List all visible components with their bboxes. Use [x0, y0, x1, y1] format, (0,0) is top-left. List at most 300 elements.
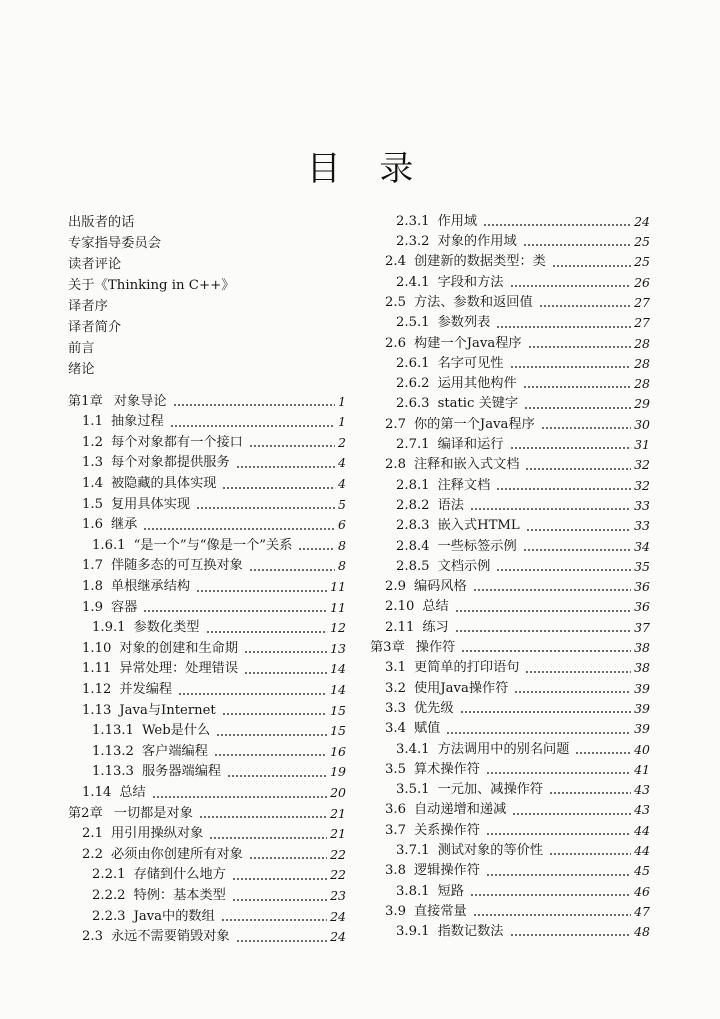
- toc-section-entry: [370, 800, 650, 820]
- toc-entry-number: 3.7.1: [396, 843, 430, 858]
- toc-chapter-entry: [370, 638, 650, 658]
- toc-section-entry: [68, 927, 346, 948]
- toc-page-number: 13: [330, 640, 346, 656]
- toc-entry-title: Java与Internet: [119, 702, 216, 718]
- toc-entry-title: 永远不需要销毁对象: [110, 929, 230, 945]
- toc-subsection-entry: [370, 516, 650, 536]
- toc-entry-title: 存储到什么地方: [133, 867, 226, 883]
- toc-dot-leader: [221, 907, 327, 928]
- toc-section-entry: [68, 453, 346, 474]
- toc-subsection-entry: [68, 865, 346, 886]
- toc-entry-number: 3.9.1: [396, 924, 430, 940]
- toc-dot-leader: [523, 537, 631, 557]
- toc-dot-leader: [222, 701, 327, 722]
- toc-dot-leader: [575, 740, 631, 760]
- toc-entry-title: 方法、参数和返回值: [413, 294, 533, 310]
- toc-entry-title: 作用域: [437, 213, 478, 229]
- toc-entry-number: 2.3.1: [396, 213, 430, 229]
- toc-page-number: 2: [338, 434, 346, 450]
- toc-entry-number: 1.14: [82, 784, 112, 800]
- toc-entry-title: 参数列表: [437, 315, 491, 331]
- toc-section-entry: [370, 455, 650, 475]
- toc-entry-number: 第2章: [68, 805, 103, 821]
- toc-page-number: 15: [330, 702, 346, 718]
- toc-entry-number: 2.2.3: [92, 908, 126, 924]
- toc-page-number: 43: [634, 802, 650, 818]
- toc-page-number: 4: [338, 476, 346, 492]
- toc-page-number: 33: [634, 518, 650, 534]
- toc-subsection-entry: [370, 476, 650, 496]
- toc-section-entry: [370, 334, 650, 354]
- toc-dot-leader: [216, 721, 327, 742]
- toc-entry-title: 更简单的打印语句: [413, 660, 520, 676]
- toc-dot-leader: [525, 658, 631, 678]
- toc-subsection-entry: [68, 536, 346, 557]
- toc-page-number: 11: [330, 579, 346, 595]
- toc-entry-number: 1.2: [82, 434, 103, 450]
- toc-page-number: 5: [338, 496, 346, 512]
- toc-entry-number: 1.6.1: [92, 537, 126, 553]
- toc-entry-number: 2.2.2: [92, 887, 126, 903]
- toc-subsection-entry: [68, 886, 346, 907]
- toc-dot-leader: [496, 476, 631, 496]
- front-matter-item: 译者简介: [68, 319, 122, 335]
- toc-page-number: 16: [330, 743, 346, 759]
- toc-section-entry: [68, 783, 346, 804]
- toc-dot-leader: [473, 577, 631, 597]
- toc-section-entry: [370, 577, 650, 597]
- toc-entry-number: 1.10: [82, 640, 112, 656]
- toc-entry-number: 1.13.1: [92, 723, 134, 739]
- toc-entry-title: 练习: [422, 619, 449, 635]
- toc-page-number: 27: [634, 294, 650, 310]
- toc-page-number: 22: [330, 846, 346, 862]
- toc-entry-title: static 关键字: [437, 396, 519, 412]
- toc-entry-number: 2.6: [385, 335, 406, 351]
- toc-page-number: 39: [634, 700, 650, 716]
- toc-entry-title: 一些标签示例: [437, 538, 517, 554]
- toc-section-entry: [68, 577, 346, 598]
- toc-dot-leader: [486, 821, 631, 841]
- toc-subsection-entry: [370, 394, 650, 414]
- toc-dot-leader: [524, 394, 631, 414]
- front-matter-item: 绪论: [68, 361, 95, 377]
- toc-entry-title: 对象导论: [113, 393, 167, 409]
- toc-dot-leader: [461, 638, 631, 658]
- toc-dot-leader: [510, 435, 632, 455]
- toc-chapter-entry: [68, 804, 346, 825]
- toc-entry-number: 1.13.3: [92, 764, 134, 780]
- toc-entry-title: 容器: [110, 599, 138, 615]
- toc-page-number: 14: [330, 682, 346, 697]
- toc-page-number: 4: [338, 455, 346, 471]
- toc-page-number: 43: [634, 782, 650, 798]
- toc-dot-leader: [244, 659, 327, 680]
- toc-entry-number: 2.7: [385, 416, 406, 432]
- toc-subsection-entry: [370, 232, 650, 252]
- toc-page-number: 32: [634, 477, 650, 493]
- toc-entry-title: 运用其他构件: [437, 376, 517, 392]
- front-matter-item: 前言: [68, 340, 95, 356]
- toc-subsection-entry: [370, 374, 650, 394]
- toc-entry-title: 对象的创建和生命期: [119, 640, 239, 656]
- toc-entry-number: 3.5.1: [396, 782, 430, 798]
- toc-dot-leader: [523, 232, 631, 252]
- toc-entry-number: 2.11: [385, 619, 415, 635]
- toc-entry-title: 创建新的数据类型：类: [413, 254, 546, 270]
- toc-page-number: 34: [634, 538, 650, 554]
- toc-dot-leader: [552, 252, 631, 272]
- toc-page-number: 31: [634, 437, 650, 453]
- toc-page-number: 39: [634, 721, 650, 737]
- toc-entry-number: 3.8: [385, 863, 406, 879]
- toc-subsection-entry: [370, 212, 650, 232]
- toc-dot-leader: [178, 680, 327, 701]
- toc-page-number: 28: [634, 355, 650, 371]
- toc-dot-leader: [227, 762, 327, 783]
- toc-dot-leader: [209, 824, 327, 845]
- toc-section-entry: [370, 861, 650, 881]
- toc-page-number: 36: [634, 579, 650, 595]
- toc-page-number: 12: [330, 620, 346, 636]
- toc-page-number: 25: [634, 254, 650, 270]
- toc-entry-title: 关系操作符: [413, 822, 480, 838]
- toc-subsection-entry: [370, 922, 650, 942]
- toc-entry-number: 1.6: [82, 517, 103, 533]
- toc-entry-title: 抽象过程: [110, 414, 164, 430]
- front-matter-item: 读者评论: [68, 256, 122, 272]
- toc-entry-number: 2.6.2: [396, 376, 430, 392]
- toc-dot-leader: [460, 699, 632, 719]
- front-matter-item: 译者序: [68, 298, 108, 314]
- toc-page-number: 40: [634, 741, 650, 757]
- toc-entry-number: 3.4.1: [396, 741, 430, 757]
- toc-entry-number: 2.6.1: [396, 355, 430, 371]
- toc-entry-number: 1.1: [82, 414, 103, 430]
- toc-dot-leader: [143, 515, 335, 536]
- toc-entry-title: 注释和嵌入式文档: [413, 457, 520, 473]
- front-matter-list: [68, 212, 346, 380]
- toc-dot-leader: [510, 354, 632, 374]
- page-title: 目 录: [306, 149, 428, 189]
- toc-entry-number: 3.8.1: [396, 883, 430, 899]
- toc-dot-leader: [214, 742, 327, 763]
- toc-subsection-entry: [370, 313, 650, 333]
- toc-dot-leader: [470, 496, 631, 516]
- toc-page-number: 39: [634, 680, 650, 696]
- toc-dot-leader: [525, 455, 631, 475]
- toc-subsection-entry: [370, 557, 650, 577]
- toc-entry-number: 2.8.3: [396, 518, 430, 534]
- toc-dot-leader: [173, 392, 336, 413]
- toc-dot-leader: [199, 804, 327, 825]
- toc-page-number: 25: [634, 234, 650, 250]
- toc-dot-leader: [483, 212, 631, 232]
- toc-subsection-entry: [370, 435, 650, 455]
- toc-page-number: 1: [338, 414, 346, 430]
- toc-entry-title: 编译和运行: [437, 437, 504, 453]
- toc-page-number: 11: [330, 599, 346, 615]
- toc-subsection-entry: [68, 721, 346, 742]
- toc-dot-leader: [549, 841, 631, 861]
- toc-dot-leader: [446, 719, 631, 739]
- toc-page-number: 22: [330, 867, 346, 883]
- toc-entry-number: 1.9.1: [92, 620, 126, 636]
- toc-entry-title: 直接常量: [413, 903, 467, 919]
- toc-dot-leader: [486, 861, 631, 881]
- toc-entry-title: 测试对象的等价性: [437, 843, 544, 858]
- toc-chapter-entry: [68, 392, 346, 413]
- toc-dot-leader: [206, 618, 328, 639]
- toc-entry-title: 单根继承结构: [110, 579, 191, 595]
- toc-entry-number: 3.2: [385, 680, 406, 696]
- toc-dot-leader: [236, 453, 335, 474]
- front-matter-item: 关于《Thinking in C++》: [68, 277, 235, 293]
- toc-entry-number: 3.1: [385, 660, 406, 676]
- toc-entry-title: 编码风格: [413, 579, 467, 595]
- toc-dot-leader: [473, 902, 631, 922]
- toc-entry-title: 必须由你创建所有对象: [110, 846, 243, 862]
- front-matter-item: 专家指导委员会: [68, 235, 162, 251]
- toc-entry-title: 每个对象都有一个接口: [110, 434, 243, 450]
- toc-dot-leader: [512, 800, 631, 820]
- toc-entry-number: 1.11: [82, 661, 112, 677]
- toc-entry-number: 3.7: [385, 822, 406, 838]
- toc-entry-number: 2.5.1: [396, 315, 430, 331]
- toc-dot-leader: [510, 922, 632, 942]
- toc-page-number: 35: [634, 558, 650, 574]
- toc-section-entry: [68, 659, 346, 680]
- toc-entry-title: 文档示例: [437, 558, 491, 574]
- toc-page-number: 38: [634, 660, 650, 676]
- toc-entry-number: 1.13.2: [92, 743, 134, 759]
- toc-section-entry: [68, 701, 346, 722]
- toc-entry-title: 并发编程: [119, 682, 173, 697]
- toc-dot-leader: [152, 783, 327, 804]
- toc-entry-title: 自动递增和递减: [413, 802, 507, 818]
- toc-entry-title: 用引用操纵对象: [110, 826, 204, 842]
- toc-entry-title: 总结: [119, 784, 146, 800]
- toc-entry-number: 1.8: [82, 579, 103, 595]
- toc-section-entry: [370, 902, 650, 922]
- toc-section-entry: [370, 760, 650, 780]
- toc-subsection-entry: [68, 907, 346, 928]
- toc-entry-number: 第1章: [68, 393, 103, 409]
- toc-subsection-entry: [370, 273, 650, 293]
- toc-entry-title: 参数化类型: [133, 620, 200, 636]
- toc-entry-title: Java中的数组: [133, 908, 215, 924]
- toc-entry-title: 总结: [422, 599, 449, 615]
- toc-section-entry: [370, 597, 650, 617]
- toc-dot-leader: [470, 882, 631, 902]
- toc-entry-title: 一元加、减操作符: [437, 782, 544, 798]
- toc-section-entry: [370, 821, 650, 841]
- toc-dot-leader: [486, 760, 631, 780]
- toc-entry-number: 2.4: [385, 254, 406, 270]
- toc-dot-leader: [455, 618, 631, 638]
- toc-section-entry: [68, 412, 346, 433]
- toc-page-number: 23: [330, 887, 346, 903]
- toc-section-entry: [370, 658, 650, 678]
- toc-subsection-entry: [370, 354, 650, 374]
- toc-page-number: 24: [634, 213, 650, 229]
- toc-dot-leader: [539, 293, 631, 313]
- toc-page-number: 14: [330, 661, 346, 677]
- toc-subsection-entry: [370, 537, 650, 557]
- toc-dot-leader: [196, 577, 327, 598]
- toc-entry-title: 逻辑操作符: [413, 863, 480, 879]
- toc-page-number: 21: [330, 826, 346, 842]
- toc-entry-number: 1.9: [82, 599, 103, 615]
- front-matter-item: 出版者的话: [68, 214, 135, 230]
- toc-dot-leader: [549, 780, 631, 800]
- toc-entry-title: 算术操作符: [413, 761, 480, 777]
- toc-page-number: 8: [338, 537, 346, 553]
- toc-entry-number: 1.13: [82, 702, 112, 718]
- toc-entry-title: 赋值: [413, 721, 441, 737]
- toc-entry-number: 2.8: [385, 457, 406, 473]
- toc-page-number: 15: [330, 723, 346, 739]
- toc-section-entry: [68, 639, 346, 660]
- toc-entry-title: 一切都是对象: [113, 805, 193, 821]
- toc-entry-number: 1.12: [82, 682, 112, 697]
- toc-page-number: 28: [634, 335, 650, 351]
- toc-entry-number: 1.4: [82, 476, 103, 492]
- toc-page-number: 26: [634, 274, 650, 290]
- toc-subsection-entry: [68, 618, 346, 639]
- toc-entry-number: 2.8.2: [396, 497, 430, 513]
- toc-entry-title: 每个对象都提供服务: [110, 455, 230, 471]
- toc-dot-leader: [510, 273, 632, 293]
- toc-entry-title: 注释文档: [437, 477, 491, 493]
- toc-entry-title: 指数记数法: [437, 924, 504, 940]
- toc-entry-title: 使用Java操作符: [413, 680, 509, 696]
- toc-section-entry: [68, 556, 346, 577]
- toc-entry-title: 你的第一个Java程序: [413, 416, 535, 432]
- toc-entry-title: “是一个”与“像是一个”关系: [133, 537, 293, 553]
- toc-subsection-entry: [68, 742, 346, 763]
- toc-page-number: 38: [634, 640, 650, 656]
- toc-entry-number: 2.3: [82, 929, 103, 945]
- toc-left-column: [68, 392, 346, 948]
- toc-entry-title: 优先级: [413, 700, 454, 716]
- toc-dot-leader: [514, 679, 631, 699]
- toc-entry-number: 2.1: [82, 826, 103, 842]
- toc-entry-title: 语法: [437, 497, 464, 513]
- toc-section-entry: [68, 598, 346, 619]
- toc-page-number: 44: [634, 822, 650, 838]
- toc-entry-title: 特例：基本类型: [133, 887, 226, 903]
- toc-dot-leader: [170, 412, 335, 433]
- toc-dot-leader: [526, 516, 631, 536]
- toc-entry-number: 3.5: [385, 761, 406, 777]
- toc-section-entry: [370, 252, 650, 272]
- toc-section-entry: [68, 845, 346, 866]
- toc-section-entry: [370, 415, 650, 435]
- toc-dot-leader: [541, 415, 631, 435]
- toc-page-number: 6: [338, 517, 346, 533]
- toc-section-entry: [370, 699, 650, 719]
- toc-page-number: 48: [634, 924, 650, 940]
- toc-right-column: [370, 212, 650, 943]
- toc-entry-number: 3.9: [385, 903, 406, 919]
- toc-page-number: 37: [634, 619, 650, 635]
- toc-dot-leader: [298, 536, 335, 557]
- toc-section-entry: [68, 680, 346, 701]
- toc-page-number: 8: [338, 558, 346, 574]
- toc-entry-title: 名字可见性: [437, 355, 504, 371]
- toc-page-number: 32: [634, 457, 650, 473]
- toc-section-entry: [370, 293, 650, 313]
- toc-dot-leader: [523, 374, 631, 394]
- toc-page-number: 45: [634, 863, 650, 879]
- toc-entry-number: 2.10: [385, 599, 415, 615]
- toc-section-entry: [370, 618, 650, 638]
- toc-entry-number: 2.9: [385, 579, 406, 595]
- toc-entry-number: 2.8.1: [396, 477, 430, 493]
- toc-dot-leader: [222, 474, 335, 495]
- toc-section-entry: [68, 515, 346, 536]
- toc-entry-number: 2.4.1: [396, 274, 430, 290]
- toc-dot-leader: [249, 845, 327, 866]
- toc-entry-title: 对象的作用域: [437, 234, 517, 250]
- toc-dot-leader: [244, 639, 327, 660]
- toc-entry-title: 客户端编程: [141, 743, 208, 759]
- toc-section-entry: [68, 824, 346, 845]
- toc-entry-title: 方法调用中的别名问题: [437, 741, 570, 757]
- toc-entry-title: Web是什么: [141, 723, 211, 739]
- toc-page-number: 24: [330, 929, 346, 945]
- toc-page-number: 29: [634, 396, 650, 412]
- toc-entry-number: 1.7: [82, 558, 103, 574]
- toc-page-number: 47: [634, 903, 650, 919]
- toc-page-number: 33: [634, 497, 650, 513]
- toc-entry-number: 第3章: [370, 640, 405, 656]
- toc-entry-number: 2.7.1: [396, 437, 430, 453]
- toc-page-number: 46: [634, 883, 650, 899]
- toc-subsection-entry: [370, 882, 650, 902]
- toc-page-number: 36: [634, 599, 650, 615]
- toc-entry-number: 2.2: [82, 846, 103, 862]
- toc-section-entry: [68, 433, 346, 454]
- toc-entry-title: 服务器端编程: [141, 764, 222, 780]
- toc-entry-number: 3.3: [385, 700, 406, 716]
- toc-dot-leader: [496, 557, 631, 577]
- toc-dot-leader: [528, 334, 632, 354]
- toc-page-number: 27: [634, 315, 650, 331]
- toc-entry-title: 短路: [437, 883, 464, 899]
- toc-dot-leader: [143, 598, 327, 619]
- toc-section-entry: [68, 474, 346, 495]
- toc-entry-number: 2.6.3: [396, 396, 430, 412]
- toc-page-number: 19: [330, 764, 346, 780]
- toc-subsection-entry: [370, 496, 650, 516]
- toc-dot-leader: [455, 597, 631, 617]
- toc-dot-leader: [496, 313, 631, 333]
- toc-dot-leader: [232, 865, 327, 886]
- toc-dot-leader: [196, 495, 335, 516]
- toc-section-entry: [370, 679, 650, 699]
- toc-subsection-entry: [370, 740, 650, 760]
- toc-page-number: 20: [330, 784, 346, 800]
- toc-page-number: 30: [634, 416, 650, 432]
- toc-entry-number: 1.5: [82, 496, 103, 512]
- toc-entry-title: 复用具体实现: [110, 496, 191, 512]
- toc-entry-number: 3.4: [385, 721, 406, 737]
- toc-dot-leader: [236, 927, 327, 948]
- toc-entry-number: 2.3.2: [396, 234, 430, 250]
- toc-page-number: 28: [634, 376, 650, 392]
